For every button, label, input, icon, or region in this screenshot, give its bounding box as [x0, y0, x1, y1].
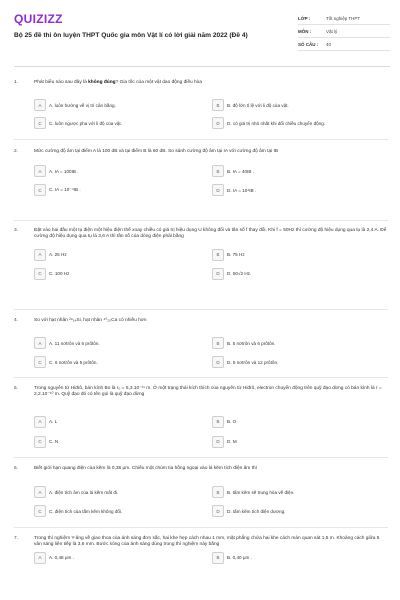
option-letter: A — [34, 416, 46, 428]
option-letter: C — [34, 505, 46, 517]
option-b[interactable] — [212, 552, 390, 564]
question-number: 3. — [14, 228, 19, 233]
option-text: D. 50√2 Hz. — [227, 271, 252, 277]
option-d[interactable] — [212, 436, 390, 448]
option-letter: C — [34, 268, 46, 280]
option-a[interactable] — [34, 552, 212, 564]
question-stem: Trong nguyên tử Hiđrô, bán kính Bo là r₀ = 5,3.10⁻¹¹ m. Ở một trạng thái kích thích của nguyên tử Hiđrô, electron chuyển động trên quỹ đạo dừng có bán kính là r = 2,2.10⁻¹⁰ m. Quỹ đạo đó có tên gọi là quỹ đạo dừng — [34, 386, 382, 398]
question-5 — [14, 386, 388, 443]
stem-emphasis: không đúng — [88, 80, 116, 85]
option-text: D. 5 nơtrôn và 12 prôtôn. — [227, 359, 279, 365]
question-number: 4. — [14, 318, 19, 323]
question-number: 6. — [14, 466, 19, 471]
question-6 — [14, 466, 388, 516]
option-letter: B — [212, 165, 224, 177]
option-letter: A — [34, 165, 46, 177]
question-number: 2. — [14, 149, 19, 154]
option-letter: D — [212, 268, 224, 280]
option-letter: D — [212, 117, 224, 129]
option-a[interactable] — [34, 416, 212, 428]
question-number: 1. — [14, 80, 19, 85]
header — [14, 8, 390, 60]
meta-table — [298, 12, 390, 51]
meta-value: 40 — [326, 41, 332, 47]
option-text: A. luôn hướng về vị trí cân bằng. — [49, 102, 116, 108]
option-text: B. 0,40 μm . — [227, 555, 252, 561]
option-letter: A — [34, 486, 46, 498]
option-text: B. độ lớn tỉ lệ với li độ của vật. — [227, 102, 289, 108]
option-text: B. O — [227, 419, 237, 425]
option-text: A. IA = 100IB . — [49, 168, 79, 174]
option-letter: B — [212, 249, 224, 261]
option-d[interactable] — [212, 268, 390, 280]
option-letter: A — [34, 337, 46, 349]
stem-text: Phát biểu nào sau đây là — [34, 80, 89, 85]
option-d[interactable] — [212, 184, 390, 196]
option-a[interactable] — [34, 486, 212, 498]
option-letter: D — [212, 505, 224, 517]
meta-key: LỚP : — [298, 15, 311, 21]
question-stem: Đặt vào hai đầu một tụ điện một hiệu điện thế xoay chiều có giá trị hiệu dụng U không đổi và tần số f thay đổi. Khi f = 50Hz thì cường độ hiệu dụng qua tụ là 2,4 A. Để cường độ hiệu dụng qua tụ là 3,6 A thì tần số của dòng điện phải bằng — [34, 228, 387, 240]
option-text: D. IA = 10⁴IB . — [227, 187, 257, 193]
question-number: 7. — [14, 536, 19, 541]
meta-value: Vật lý — [326, 28, 338, 34]
option-text: A. điện tích âm của lá kẽm mất đi. — [49, 489, 119, 495]
option-text: C. luôn ngược pha với li độ của vật. — [49, 120, 122, 126]
option-letter: D — [212, 184, 224, 196]
option-b[interactable] — [212, 99, 390, 111]
meta-row-subject — [298, 25, 390, 38]
question-stem: So với hạt nhân ²⁹₁₄Si, hạt nhân ⁴⁰₂₀Ca có nhiều hơn — [34, 318, 147, 323]
option-text: D. tấm kẽm tích điện dương. — [227, 508, 286, 514]
question-2 — [14, 149, 388, 199]
option-text: B. 5 nơtrôn và 6 prôtôn. — [227, 340, 276, 346]
quizizz-logo: QUIZIZZ — [14, 12, 63, 26]
option-text: B. 75 Hz — [227, 252, 245, 258]
options — [34, 155, 388, 199]
option-letter: C — [34, 356, 46, 368]
option-letter: B — [212, 552, 224, 564]
question-7 — [14, 536, 388, 569]
stem-text: ? Gia tốc của một vật dao động điều hòa — [115, 80, 202, 85]
question-stem: Trong thí nghiệm Y-âng về giao thoa của ánh sáng đơn sắc, hai khe hẹp cách nhau 1 mm, mặt phẳng chứa hai khe cách màn quan sát 1,5 m. Khoảng cách giữa 5 vân sáng liên tiếp là 3,6 mm. Bước sóng của ánh sáng dùng trong thí nghiệm này bằng — [34, 536, 380, 548]
option-c[interactable] — [34, 505, 212, 517]
option-letter: A — [34, 552, 46, 564]
option-text: C. IA = 10⁻⁴IB . — [49, 187, 81, 193]
meta-row-count — [298, 38, 390, 51]
option-c[interactable] — [34, 117, 212, 129]
question-number: 5. — [14, 386, 19, 391]
option-b[interactable] — [212, 165, 390, 177]
option-d[interactable] — [212, 356, 390, 368]
worksheet-title: Bộ 25 đề thi ôn luyện THPT Quốc gia môn Vật lí có lời giải năm 2022 (Đề 4) — [14, 32, 248, 39]
option-text: A. 25 Hz — [49, 252, 67, 258]
option-text: C. 100 Hz — [49, 271, 70, 277]
option-c[interactable] — [34, 436, 212, 448]
option-letter: B — [212, 99, 224, 111]
option-text: D. có giá trị nhỏ nhất khi đổi chiều chuyển động. — [227, 120, 326, 126]
option-a[interactable] — [34, 165, 212, 177]
question-separator — [14, 309, 388, 310]
option-d[interactable] — [212, 117, 390, 129]
option-letter: C — [34, 436, 46, 448]
option-letter: C — [34, 117, 46, 129]
option-text: D. M — [227, 439, 237, 445]
option-letter: A — [34, 99, 46, 111]
option-text: B. IA = 40IB . — [227, 168, 254, 174]
options — [34, 324, 388, 368]
question-stem: Mức cường độ âm tại điểm A là 100 dB và tại điểm B là 60 dB. So sánh cường độ âm tại IA với cường độ âm tại IB — [34, 149, 279, 154]
option-letter: A — [34, 249, 46, 261]
question-4 — [14, 318, 388, 368]
options — [34, 86, 388, 130]
option-c[interactable] — [34, 184, 212, 196]
option-text: B. tấm kẽm sẽ trung hòa về điện. — [227, 489, 295, 495]
option-text: A. 11 nơtrôn và 6 prôtôn. — [49, 340, 100, 346]
option-letter: D — [212, 356, 224, 368]
question-separator — [14, 139, 388, 140]
option-text: A. L — [49, 419, 58, 425]
option-a[interactable] — [34, 249, 212, 261]
option-letter: B — [212, 337, 224, 349]
options — [34, 399, 388, 443]
meta-row-class — [298, 12, 390, 25]
option-a[interactable] — [34, 337, 212, 349]
option-text: C. điện tích của tấm kẽm không đổi. — [49, 508, 123, 514]
option-letter: B — [212, 416, 224, 428]
option-text: A. 0,48 μm . — [49, 555, 74, 561]
option-b[interactable] — [212, 486, 390, 498]
option-c[interactable] — [34, 268, 212, 280]
option-letter: C — [34, 184, 46, 196]
option-d[interactable] — [212, 505, 390, 517]
options — [34, 472, 388, 516]
question-1 — [14, 80, 388, 130]
option-c[interactable] — [34, 356, 212, 368]
options — [34, 549, 388, 569]
question-separator — [14, 527, 388, 528]
meta-key: MÔN : — [298, 28, 312, 34]
option-b[interactable] — [212, 249, 390, 261]
meta-key: SỐ CÂU : — [298, 41, 319, 47]
meta-value: Tốt nghiệp THPT — [326, 15, 361, 21]
question-stem: Biết giới hạn quang điện của kẽm là 0,35 μm. Chiếu một chùm tia hồng ngoại vào lá kẽm tích điện âm thì — [34, 466, 257, 471]
options — [34, 241, 388, 285]
question-3 — [14, 228, 388, 285]
option-a[interactable] — [34, 99, 212, 111]
option-letter: D — [212, 436, 224, 448]
header-divider — [14, 66, 390, 67]
question-separator — [14, 220, 388, 221]
option-b[interactable] — [212, 416, 390, 428]
question-separator — [14, 377, 388, 378]
question-separator — [14, 457, 388, 458]
option-text: C. N — [49, 439, 59, 445]
option-text: C. 6 nơtrôn và 5 prôtôn. — [49, 359, 98, 365]
option-letter: B — [212, 486, 224, 498]
option-b[interactable] — [212, 337, 390, 349]
